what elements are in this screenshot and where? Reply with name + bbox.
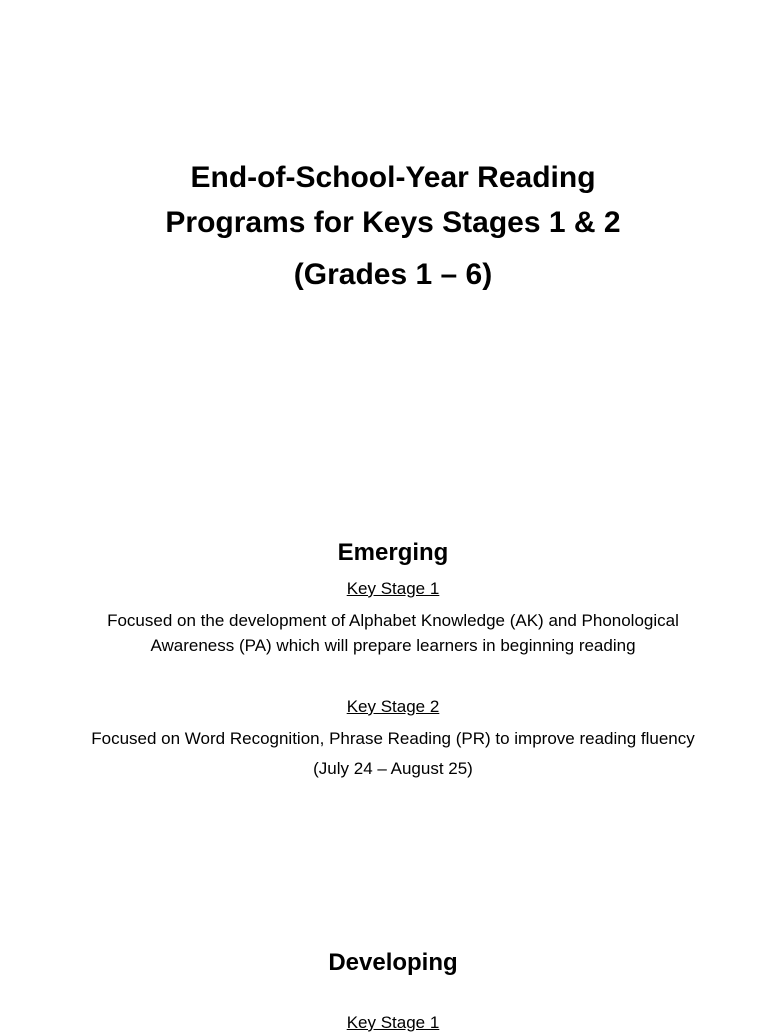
emerging-heading: Emerging bbox=[337, 539, 449, 566]
title-line-1: End-of-School-Year Reading bbox=[190, 161, 596, 194]
emerging-key-stage-1-desc-line-2: Awareness (PA) which will prepare learners in beginning reading bbox=[150, 636, 636, 655]
emerging-key-stage-2-desc-line-1: Focused on Word Recognition, Phrase Reading (PR) to improve reading fluency bbox=[91, 729, 695, 748]
emerging-key-stage-2-label: Key Stage 2 bbox=[346, 697, 440, 716]
title-line-3: (Grades 1 – 6) bbox=[293, 258, 493, 291]
title-line-2: Programs for Keys Stages 1 & 2 bbox=[165, 206, 621, 239]
developing-section bbox=[0, 947, 768, 1035]
emerging-date-range: (July 24 – August 25) bbox=[313, 759, 473, 778]
emerging-key-stage-1-label: Key Stage 1 bbox=[346, 579, 440, 598]
emerging-key-stage-1-desc-line-1: Focused on the development of Alphabet Knowledge (AK) and Phonological bbox=[107, 611, 679, 630]
developing-key-stage-1-label: Key Stage 1 bbox=[346, 1013, 440, 1032]
developing-heading: Developing bbox=[328, 949, 458, 976]
document-title bbox=[0, 155, 768, 297]
emerging-section bbox=[0, 537, 768, 781]
